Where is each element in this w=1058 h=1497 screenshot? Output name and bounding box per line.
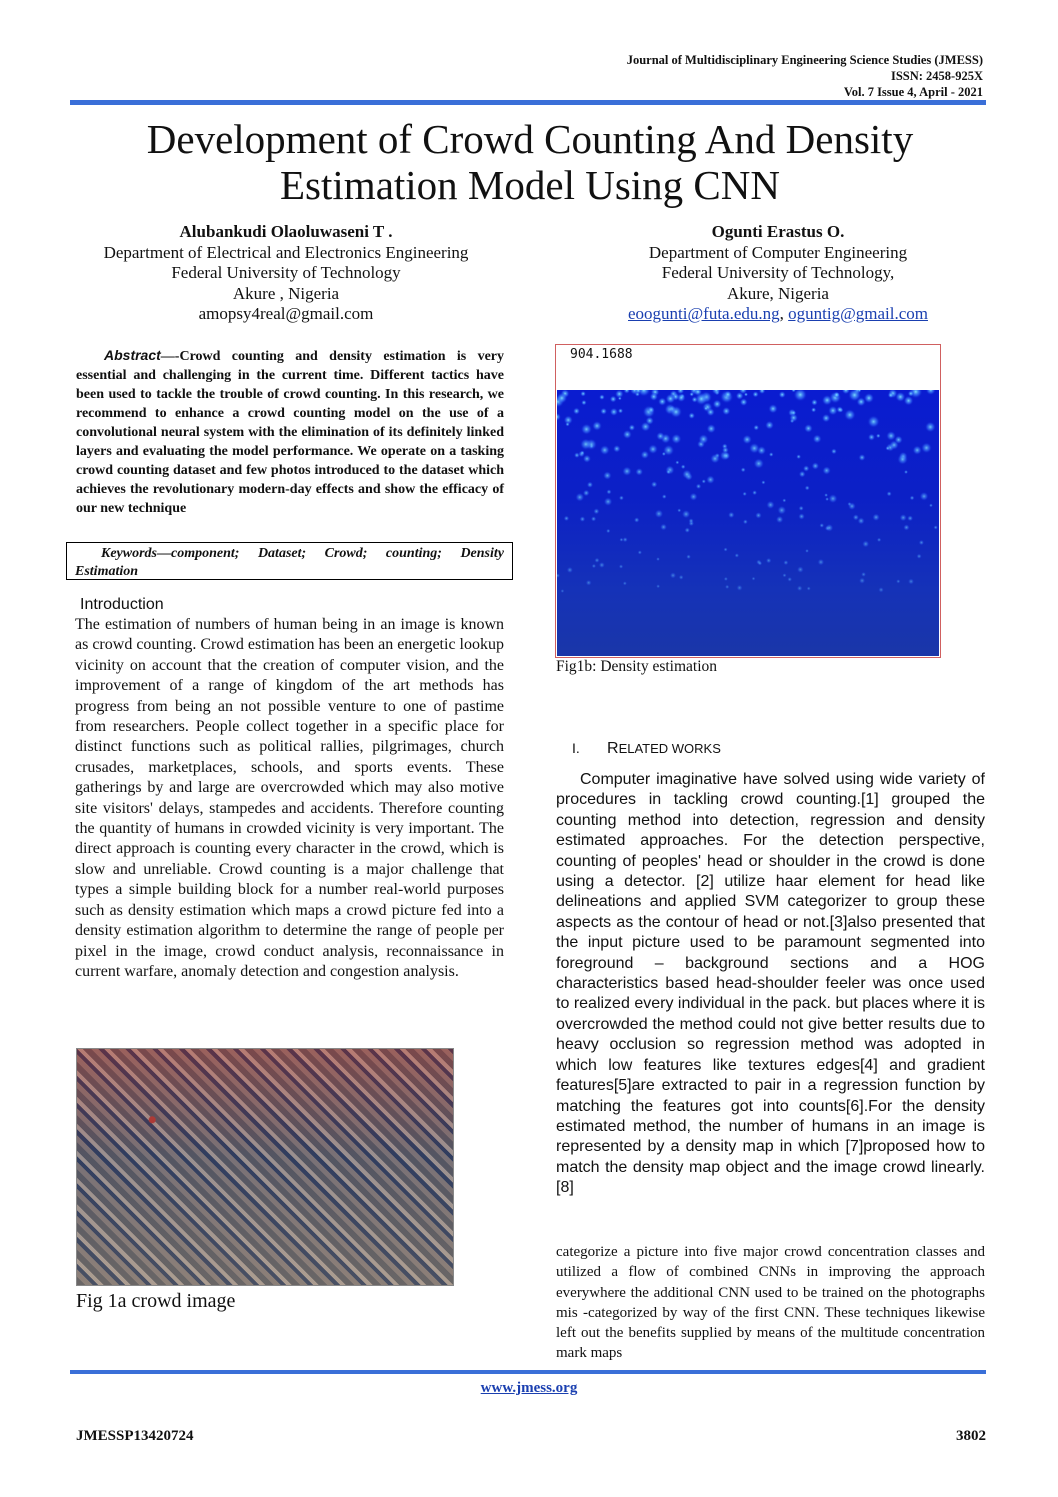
title-line-2: Estimation Model Using CNN bbox=[280, 162, 780, 208]
density-hotspot bbox=[753, 458, 764, 469]
density-hotspot bbox=[696, 483, 702, 489]
density-hotspot bbox=[706, 475, 715, 484]
density-hotspot bbox=[681, 464, 686, 469]
density-hotspot bbox=[811, 462, 819, 470]
density-hotspot bbox=[724, 391, 732, 399]
introduction-text: The estimation of numbers of human being in an image is known as crowd counting. Crowd estimation has been an energetic lookup vicinity on account that the creation of computer vision, and the improvement of a range of kingdom of the art methods has progress from being an not possible venture to one of pastime from researchers. People collect together in a specific place for distinct functions such as political rallies, pilgrimages, church crusades, marketplaces, schools, and sports events. These gatherings by and large are overcrowded which may also motive site visitors' delays, stampedes and accidents. Therefore counting the quantity of humans in crowded vicinity is very important. The direct approach is counting every character in the crowd, which is slow and unreliable. Crowd counting is a major challenge that types a simple building block for a number real-world purposes such as density estimation which maps a crowd picture fed into a density estimation algorithm to determine the range of people per pixel in the image, crowd conduct analysis, reconnaissance in current warfare, anomaly detection and congestion analysis. bbox=[75, 616, 504, 980]
density-hotspot bbox=[761, 480, 765, 484]
density-hotspot bbox=[813, 434, 822, 443]
footer-rule bbox=[70, 1370, 986, 1374]
density-hotspot bbox=[682, 469, 692, 479]
density-hotspot bbox=[619, 564, 624, 569]
density-count: 904.1688 bbox=[570, 347, 633, 362]
density-hotspot bbox=[671, 434, 682, 445]
density-hotspot bbox=[904, 470, 908, 474]
journal-volume: Vol. 7 Issue 4, April - 2021 bbox=[843, 85, 983, 99]
density-hotspot bbox=[599, 394, 605, 400]
author-block-1 bbox=[76, 222, 496, 325]
density-hotspot bbox=[919, 540, 925, 546]
figure-1a-caption: Fig 1a crowd image bbox=[76, 1290, 236, 1312]
density-hotspot bbox=[656, 584, 660, 588]
density-hotspot bbox=[797, 585, 803, 591]
density-hotspot bbox=[896, 579, 901, 584]
density-hotspot bbox=[684, 527, 690, 533]
author-block-2 bbox=[568, 222, 988, 325]
footer-website-link bbox=[0, 1380, 1058, 1397]
author-city: Akure, Nigeria bbox=[727, 283, 829, 303]
density-hotspot bbox=[752, 577, 756, 581]
density-hotspot bbox=[742, 435, 752, 445]
density-hotspot bbox=[622, 537, 627, 542]
density-hotspot bbox=[564, 515, 570, 521]
density-hotspot bbox=[649, 392, 658, 401]
density-hotspot bbox=[691, 396, 697, 402]
density-hotspot bbox=[886, 431, 896, 441]
density-hotspot bbox=[599, 562, 605, 568]
density-hotspot bbox=[619, 495, 624, 500]
density-hotspot bbox=[594, 558, 599, 563]
density-hotspot bbox=[600, 408, 607, 415]
density-hotspot bbox=[679, 575, 684, 580]
density-hotspot bbox=[603, 471, 612, 480]
density-hotspot bbox=[656, 432, 665, 441]
density-hotspot bbox=[867, 415, 880, 428]
author-name: Ogunti Erastus O. bbox=[711, 222, 845, 241]
density-hotspot bbox=[782, 498, 786, 502]
journal-issn: ISSN: 2458-925X bbox=[890, 69, 983, 83]
density-hotspot bbox=[825, 524, 833, 532]
density-hotspot bbox=[723, 547, 727, 551]
website-link[interactable]: www.jmess.org bbox=[480, 1380, 578, 1396]
density-hotspot bbox=[610, 408, 618, 416]
density-hotspot bbox=[925, 421, 936, 432]
header-rule bbox=[70, 100, 986, 105]
page-number: 3802 bbox=[956, 1428, 986, 1444]
density-hotspot bbox=[557, 413, 561, 421]
density-hotspot bbox=[662, 452, 666, 456]
density-hotspot bbox=[877, 538, 882, 543]
density-hotspot bbox=[755, 512, 762, 519]
density-hotspot bbox=[828, 406, 838, 416]
density-hotspot bbox=[686, 554, 691, 559]
density-hotspot bbox=[662, 494, 667, 499]
density-hotspot bbox=[859, 577, 866, 584]
density-hotspot bbox=[822, 414, 831, 423]
density-hotspot bbox=[868, 433, 875, 440]
density-hotspot bbox=[712, 390, 721, 395]
density-hotspot bbox=[921, 442, 932, 453]
density-hotspot bbox=[742, 492, 747, 497]
introduction-heading: Introduction bbox=[80, 596, 164, 613]
density-hotspot bbox=[710, 454, 720, 464]
density-hotspot bbox=[783, 560, 788, 565]
density-hotspot bbox=[587, 481, 594, 488]
email-link-1[interactable]: eoogunti@futa.edu.ng bbox=[628, 304, 780, 323]
density-hotspot bbox=[743, 519, 748, 524]
density-hotspot bbox=[769, 452, 774, 457]
density-hotspot bbox=[689, 392, 694, 397]
density-hotspot bbox=[897, 454, 908, 465]
density-hotspot bbox=[797, 566, 804, 573]
figure-1b-caption: Fig1b: Density estimation bbox=[556, 658, 718, 675]
density-hotspot bbox=[757, 446, 766, 455]
abstract bbox=[76, 346, 504, 518]
density-hotspot bbox=[591, 516, 597, 522]
density-hotspot bbox=[606, 529, 611, 534]
related-works-heading bbox=[572, 740, 721, 758]
density-hotspot bbox=[581, 400, 587, 406]
density-hotspot bbox=[740, 398, 748, 406]
density-hotspot bbox=[807, 586, 811, 590]
section-number: I. bbox=[572, 740, 580, 756]
density-hotspot bbox=[651, 481, 658, 488]
density-hotspot bbox=[573, 407, 580, 414]
keywords-box bbox=[66, 542, 513, 580]
journal-name: Journal of Multidisciplinary Engineering Science Studies (JMESS) bbox=[626, 53, 983, 67]
author-department: Department of Electrical and Electronics Engineering bbox=[103, 242, 469, 262]
density-hotspot bbox=[579, 516, 585, 522]
abstract-dash: — bbox=[160, 349, 175, 364]
density-hotspot bbox=[600, 445, 610, 455]
density-hotspot bbox=[753, 425, 759, 431]
density-hotspot bbox=[736, 585, 742, 591]
density-hotspot bbox=[606, 489, 611, 494]
density-hotspot bbox=[640, 450, 649, 459]
related-works-text bbox=[556, 770, 985, 1199]
density-hotspot bbox=[805, 549, 809, 553]
email-link-2[interactable]: oguntig@gmail.com bbox=[788, 304, 928, 323]
density-hotspot bbox=[592, 564, 597, 569]
density-figure bbox=[555, 344, 941, 658]
keywords-text: Keywords—component; Dataset; Crowd; counting; Density Estimation bbox=[75, 546, 504, 579]
density-hotspot bbox=[634, 517, 640, 523]
density-hotspot bbox=[885, 446, 890, 451]
related-works-text-part-2: categorize a picture into five major crowd concentration classes and utilized a flow of combined CNNs in improving the approach everywhere the additional CNN used to be trained on the photographs mis -categorized by way of the first CNN. These techniques likewise left out the benefits supplied by means of the multitude concentration mark maps bbox=[556, 1244, 985, 1362]
density-hotspot bbox=[752, 391, 758, 397]
density-hotspot bbox=[799, 471, 806, 478]
density-hotspot bbox=[766, 501, 775, 510]
density-hotspot bbox=[805, 485, 810, 490]
density-hotspot bbox=[613, 445, 621, 453]
density-hotspot bbox=[610, 395, 617, 402]
title-line-1: Development of Crowd Counting And Density bbox=[146, 116, 914, 162]
density-hotspot bbox=[622, 466, 632, 476]
density-hotspot bbox=[768, 404, 778, 414]
density-hotspot bbox=[560, 589, 564, 593]
author-university: Federal University of Technology, bbox=[661, 263, 895, 282]
density-hotspot bbox=[583, 454, 591, 462]
author-emails bbox=[568, 304, 988, 325]
density-hotspot bbox=[623, 430, 632, 439]
density-hotspot bbox=[665, 394, 675, 404]
density-hotspot bbox=[580, 391, 586, 397]
density-hotspot bbox=[580, 450, 585, 455]
density-hotspot bbox=[734, 553, 739, 558]
density-hotspot bbox=[857, 517, 864, 524]
density-hotspot bbox=[670, 572, 677, 579]
density-hotspot bbox=[798, 513, 805, 520]
abstract-text: -Crowd counting and density estimation is very essential and challenging in the current time. Different tactics have been used to tackle the trouble of crowd counting. In this research, we recommend to enhance a crowd counting model on the use of a convolutional neural system with the elimination of its definitely linked layers and evaluating the model performance. We operate on a tasking crowd counting dataset and few photos introduced to the dataset which achieves the revolutionary modern-day effects and show the efficacy of our new technique bbox=[76, 349, 504, 516]
density-hotspot bbox=[828, 494, 837, 503]
density-hotspot bbox=[910, 495, 915, 500]
density-hotspot bbox=[752, 490, 757, 495]
density-hotspot bbox=[848, 502, 856, 510]
density-hotspot bbox=[798, 506, 803, 511]
density-hotspot bbox=[725, 585, 730, 590]
density-hotspot bbox=[604, 497, 613, 506]
density-hotspot bbox=[776, 516, 784, 524]
density-hotspot bbox=[886, 491, 891, 496]
density-hotspot bbox=[628, 424, 635, 431]
density-hotspot bbox=[858, 454, 865, 461]
density-hotspot bbox=[704, 406, 708, 410]
heading-rest: ELATED WORKS bbox=[618, 741, 721, 756]
density-hotspot bbox=[654, 509, 663, 518]
density-hotspot bbox=[722, 447, 729, 454]
density-hotspot bbox=[796, 454, 801, 459]
density-hotspot bbox=[660, 523, 667, 530]
density-hotspot bbox=[713, 399, 722, 408]
density-hotspot bbox=[682, 510, 691, 519]
density-hotspot bbox=[623, 390, 630, 394]
density-hotspot bbox=[675, 460, 679, 464]
density-hotspot bbox=[833, 392, 840, 399]
density-hotspot bbox=[623, 581, 627, 585]
density-hotspot bbox=[907, 515, 913, 521]
density-hotspot bbox=[744, 392, 748, 396]
density-hotspot bbox=[701, 479, 706, 484]
density-hotspot bbox=[878, 587, 884, 593]
author-email: amopsy4real@gmail.com bbox=[198, 304, 374, 323]
density-hotspot bbox=[904, 396, 914, 406]
crowd-image bbox=[76, 1048, 454, 1286]
density-hotspot bbox=[724, 577, 728, 581]
density-hotspot bbox=[791, 410, 796, 415]
density-hotspot bbox=[567, 567, 574, 574]
density-hotspot bbox=[592, 421, 602, 431]
density-hotspot bbox=[899, 514, 907, 522]
density-hotspot bbox=[844, 409, 856, 421]
density-hotspot bbox=[728, 512, 735, 519]
density-hotspot bbox=[586, 580, 592, 586]
author-department: Department of Computer Engineering bbox=[648, 242, 908, 262]
density-hotspot bbox=[822, 466, 831, 475]
email-separator: , bbox=[779, 304, 789, 323]
density-hotspot bbox=[782, 573, 786, 577]
density-hotspot bbox=[933, 525, 938, 530]
density-hotspot bbox=[819, 523, 824, 528]
paper-title bbox=[60, 116, 1000, 208]
density-hotspot bbox=[864, 393, 874, 403]
density-hotspot bbox=[811, 407, 816, 412]
density-hotspot bbox=[580, 438, 592, 450]
density-hotspot bbox=[670, 406, 682, 418]
density-hotspot bbox=[638, 550, 643, 555]
density-hotspots bbox=[557, 390, 938, 593]
density-hotspot bbox=[872, 513, 880, 521]
density-hotspot bbox=[862, 540, 869, 547]
density-hotspot bbox=[916, 554, 921, 559]
density-hotspot bbox=[677, 508, 681, 512]
density-hotspot bbox=[647, 406, 654, 413]
density-hotspot bbox=[766, 558, 772, 564]
density-hotspot bbox=[888, 392, 894, 398]
density-hotspot bbox=[722, 407, 731, 416]
density-hotspot bbox=[758, 561, 763, 566]
density-hotspot bbox=[817, 559, 824, 566]
crowd-image-shading bbox=[77, 1049, 453, 1285]
density-hotspot bbox=[876, 433, 881, 438]
density-hotspot bbox=[658, 397, 667, 406]
related-works-text-part-1: Computer imaginative have solved using wide variety of procedures in tackling crowd counting.[1] grouped the counting method into detection, regression and density estimated approaches. For the detection perspective, counting of peoples' head or shoulder in the crowd is done using a detector. [2] utilize haar element for head like delineations and applied SVM categorizer to group these aspects as the contour of head or not.[3]also presented that the input picture used to be paramount segmented into foreground – background sections and a HOG characteristics based head-shoulder feeler was once used to realized every individual in the pack. but places where it is overcrowded the method could not give better results due to heavy occlusion so regression method was adopted in which low features like textures edges[4] and gradient features[5]are extracted to pair in a regression function by matching the features got into counts[6].For the density estimated method, the number of humans in an image is represented by a density map in which [7]proposed how to match the density map object and the image crowd linearly.[8] bbox=[556, 771, 985, 1197]
density-hotspot bbox=[688, 412, 695, 419]
density-hotspot bbox=[803, 465, 810, 472]
density-hotspot bbox=[635, 468, 643, 476]
author-university: Federal University of Technology bbox=[171, 263, 401, 282]
density-hotspot bbox=[793, 390, 807, 402]
density-hotspot bbox=[741, 467, 746, 472]
density-hotspot bbox=[656, 557, 660, 561]
density-hotspot bbox=[824, 493, 828, 497]
density-hotspot bbox=[919, 492, 928, 501]
density-hotspot bbox=[765, 421, 774, 430]
abstract-label: Abstract bbox=[104, 347, 161, 363]
density-hotspot bbox=[929, 503, 933, 507]
density-hotspot bbox=[759, 390, 766, 394]
density-hotspot bbox=[831, 448, 837, 454]
density-hotspot bbox=[666, 469, 671, 474]
paper-id: JMESSP13420724 bbox=[76, 1428, 194, 1444]
density-hotspot bbox=[804, 424, 813, 433]
author-city: Akure , Nigeria bbox=[232, 283, 340, 303]
density-hotspot bbox=[575, 493, 584, 502]
author-name: Alubankudi Olaoluwaseni T . bbox=[179, 222, 393, 241]
density-hotspot bbox=[648, 444, 658, 454]
density-hotspot bbox=[908, 578, 914, 584]
density-hotspot bbox=[706, 424, 716, 434]
density-hotspot bbox=[811, 399, 818, 406]
density-hotspot bbox=[557, 573, 560, 578]
density-hotspot bbox=[777, 506, 786, 515]
density-hotspot bbox=[903, 524, 910, 531]
density-map-graphic bbox=[557, 390, 939, 656]
density-map bbox=[557, 390, 939, 656]
density-hotspot bbox=[688, 518, 693, 523]
density-hotspot bbox=[698, 434, 708, 444]
density-hotspot bbox=[787, 577, 792, 582]
density-hotspot bbox=[689, 492, 697, 500]
density-hotspot bbox=[593, 508, 599, 514]
density-hotspot bbox=[926, 390, 936, 395]
density-hotspot bbox=[779, 391, 786, 398]
density-hotspot bbox=[861, 572, 866, 577]
heading-initial: R bbox=[607, 740, 619, 757]
density-hotspot bbox=[581, 423, 592, 434]
density-hotspot bbox=[618, 408, 623, 413]
density-hotspot bbox=[912, 445, 922, 455]
density-hotspot bbox=[565, 422, 570, 427]
